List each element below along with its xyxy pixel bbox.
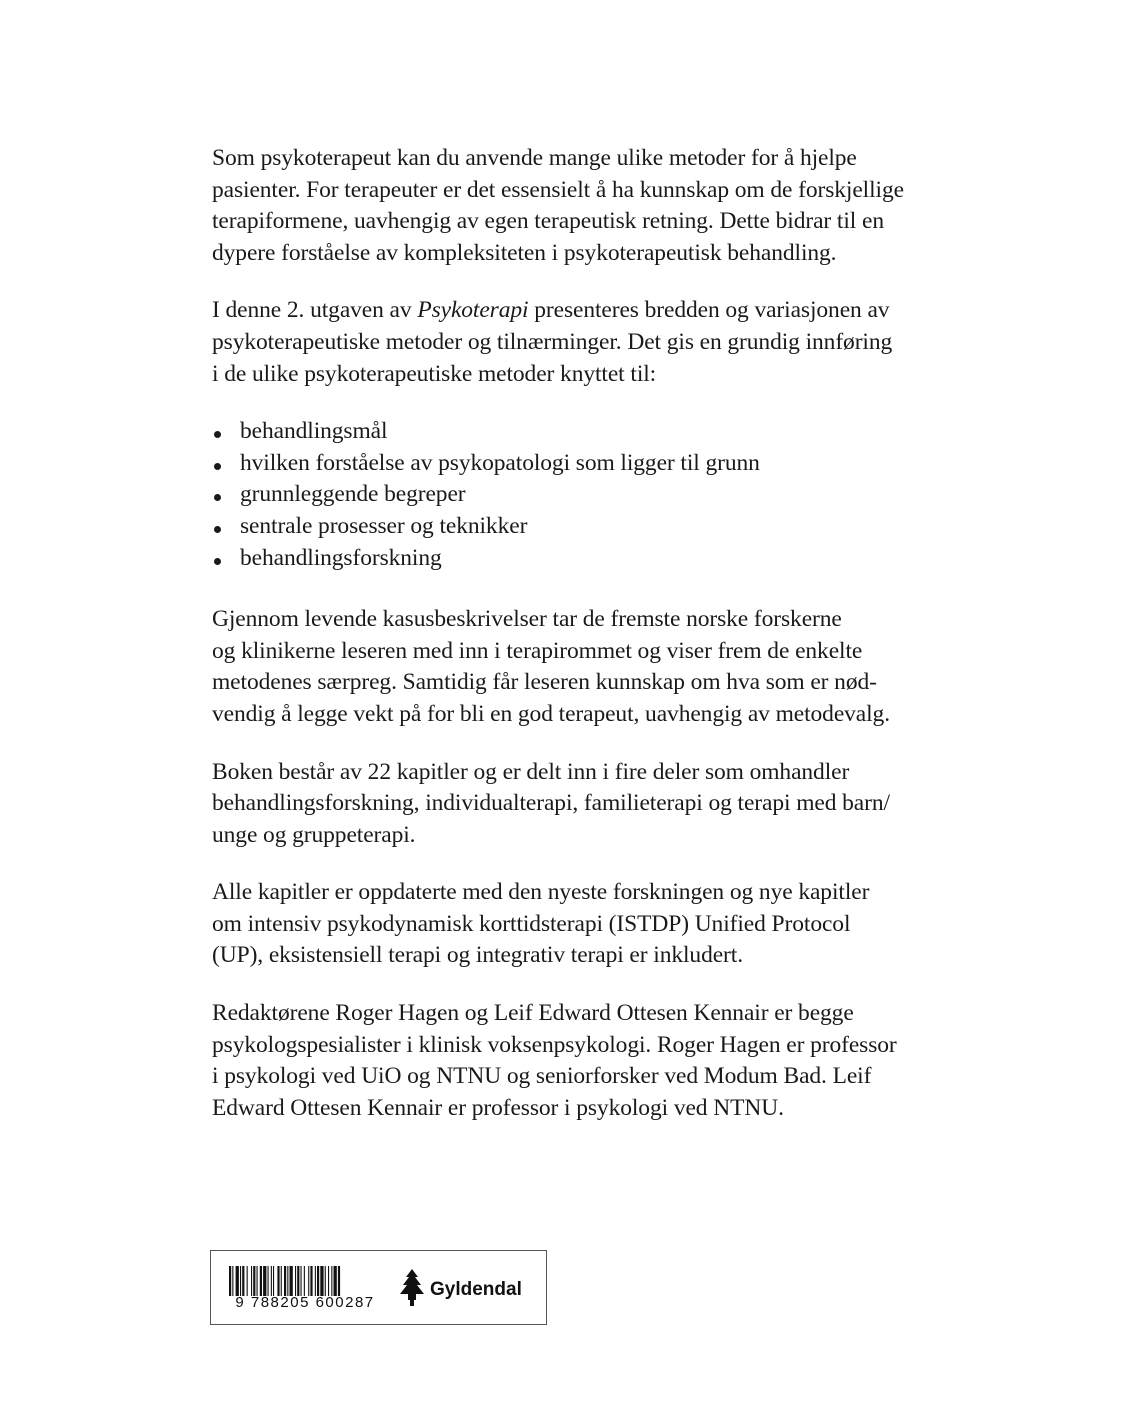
list-item: behandlingsmål [212, 416, 942, 448]
barcode-bar [277, 1266, 279, 1296]
barcode-bar [240, 1266, 241, 1296]
barcode-bar [260, 1266, 262, 1296]
barcode [229, 1266, 379, 1296]
intro-paragraph: Som psykoterapeut kan du anvende mange ulike metoder for å hjelpe pasienter. For terapeuter er det essensielt å ha kunnskap om de forskjellige terapiformene, uavhengig av egen terapeutisk retning. Dette bidrar til en dypere forståelse av kompleksiteten i psykoterapeutisk behandling. [212, 145, 904, 266]
barcode-bar [268, 1266, 269, 1296]
barcode-bar [325, 1266, 326, 1296]
barcode-bar [284, 1266, 286, 1296]
barcode-bar [247, 1266, 248, 1296]
barcode-bar [281, 1266, 282, 1296]
barcode-bar [236, 1266, 239, 1296]
list-item: hvilken forståelse av psykopatologi som ligger til grunn [212, 448, 942, 480]
barcode-bar [242, 1266, 244, 1296]
publisher-logo-text: Gyldendal [430, 1279, 522, 1300]
barcode-bar [253, 1266, 255, 1296]
barcode-bar [301, 1266, 302, 1296]
barcode-bar [331, 1266, 332, 1296]
barcode-bar [271, 1266, 272, 1296]
barcode-bar [297, 1266, 299, 1296]
barcode-bar [317, 1266, 319, 1296]
barcode-bar [334, 1266, 337, 1296]
book-title-italic: Psykoterapi [417, 297, 529, 324]
barcode-bar [304, 1266, 305, 1296]
barcode-bar [308, 1266, 309, 1296]
barcode-bar [295, 1266, 296, 1296]
structure-paragraph: Boken består av 22 kapitler og er delt inn i fire deler som omhandler behandlingsforskning, individualterapi, familieterapi og terapi med barn/ unge og gruppeterapi. [212, 758, 890, 848]
barcode-bar [290, 1266, 293, 1296]
edition-paragraph: I denne 2. utgaven av Psykoterapi presenteres bredden og variasjonen av psykoterapeutiske metoder og tilnærminger. Det gis en grundig innføring i de ulike psykoterapeutiske metoder knyttet til: [212, 297, 893, 387]
barcode-bar [232, 1266, 233, 1296]
updates-paragraph: Alle kapitler er oppdaterte med den nyeste forskningen og nye kapitler om intensiv psykodynamisk korttidsterapi (ISTDP) Unified Protocol (UP), eksistensiell terapi og integrativ terapi er inkludert. [212, 879, 870, 969]
back-cover-text [212, 143, 942, 1150]
barcode-bar [229, 1266, 231, 1296]
barcode-bar [328, 1266, 329, 1296]
case-paragraph: Gjennom levende kasusbeskrivelser tar de fremste norske forskerne og klinikerne leseren med inn i terapirommet og viser frem de enkelte metodenes særpreg. Samtidig får leseren kunnskap om hva som er nød- vendig å legge vekt på for bli en god terapeut, uavhengig av metodevalg. [212, 606, 890, 727]
barcode-bar [338, 1266, 340, 1296]
isbn-number: 9 788205 600287 [235, 1294, 375, 1311]
barcode-panel [210, 1250, 547, 1325]
barcode-bar [287, 1266, 288, 1296]
barcode-bar [310, 1266, 312, 1296]
list-item: sentrale prosesser og teknikker [212, 511, 942, 543]
barcode-bar [257, 1266, 258, 1296]
barcode-bar [251, 1266, 252, 1296]
barcode-bar [315, 1266, 316, 1296]
list-item: behandlingsforskning [212, 543, 942, 575]
barcode-bar [320, 1266, 323, 1296]
barcode-bar [263, 1266, 266, 1296]
barcode-bar [273, 1266, 274, 1296]
topics-list [212, 416, 942, 574]
fir-tree-icon [397, 1268, 427, 1308]
editors-paragraph: Redaktørene Roger Hagen og Leif Edward Ottesen Kennair er begge psykologspesialister i klinisk voksenpsykologi. Roger Hagen er professor i psykologi ved UiO og NTNU og seniorforsker ved Modum Bad. Leif Edward Ottesen Kennair er professor i psykologi ved NTNU. [212, 1000, 897, 1121]
list-item: grunnleggende begreper [212, 479, 942, 511]
